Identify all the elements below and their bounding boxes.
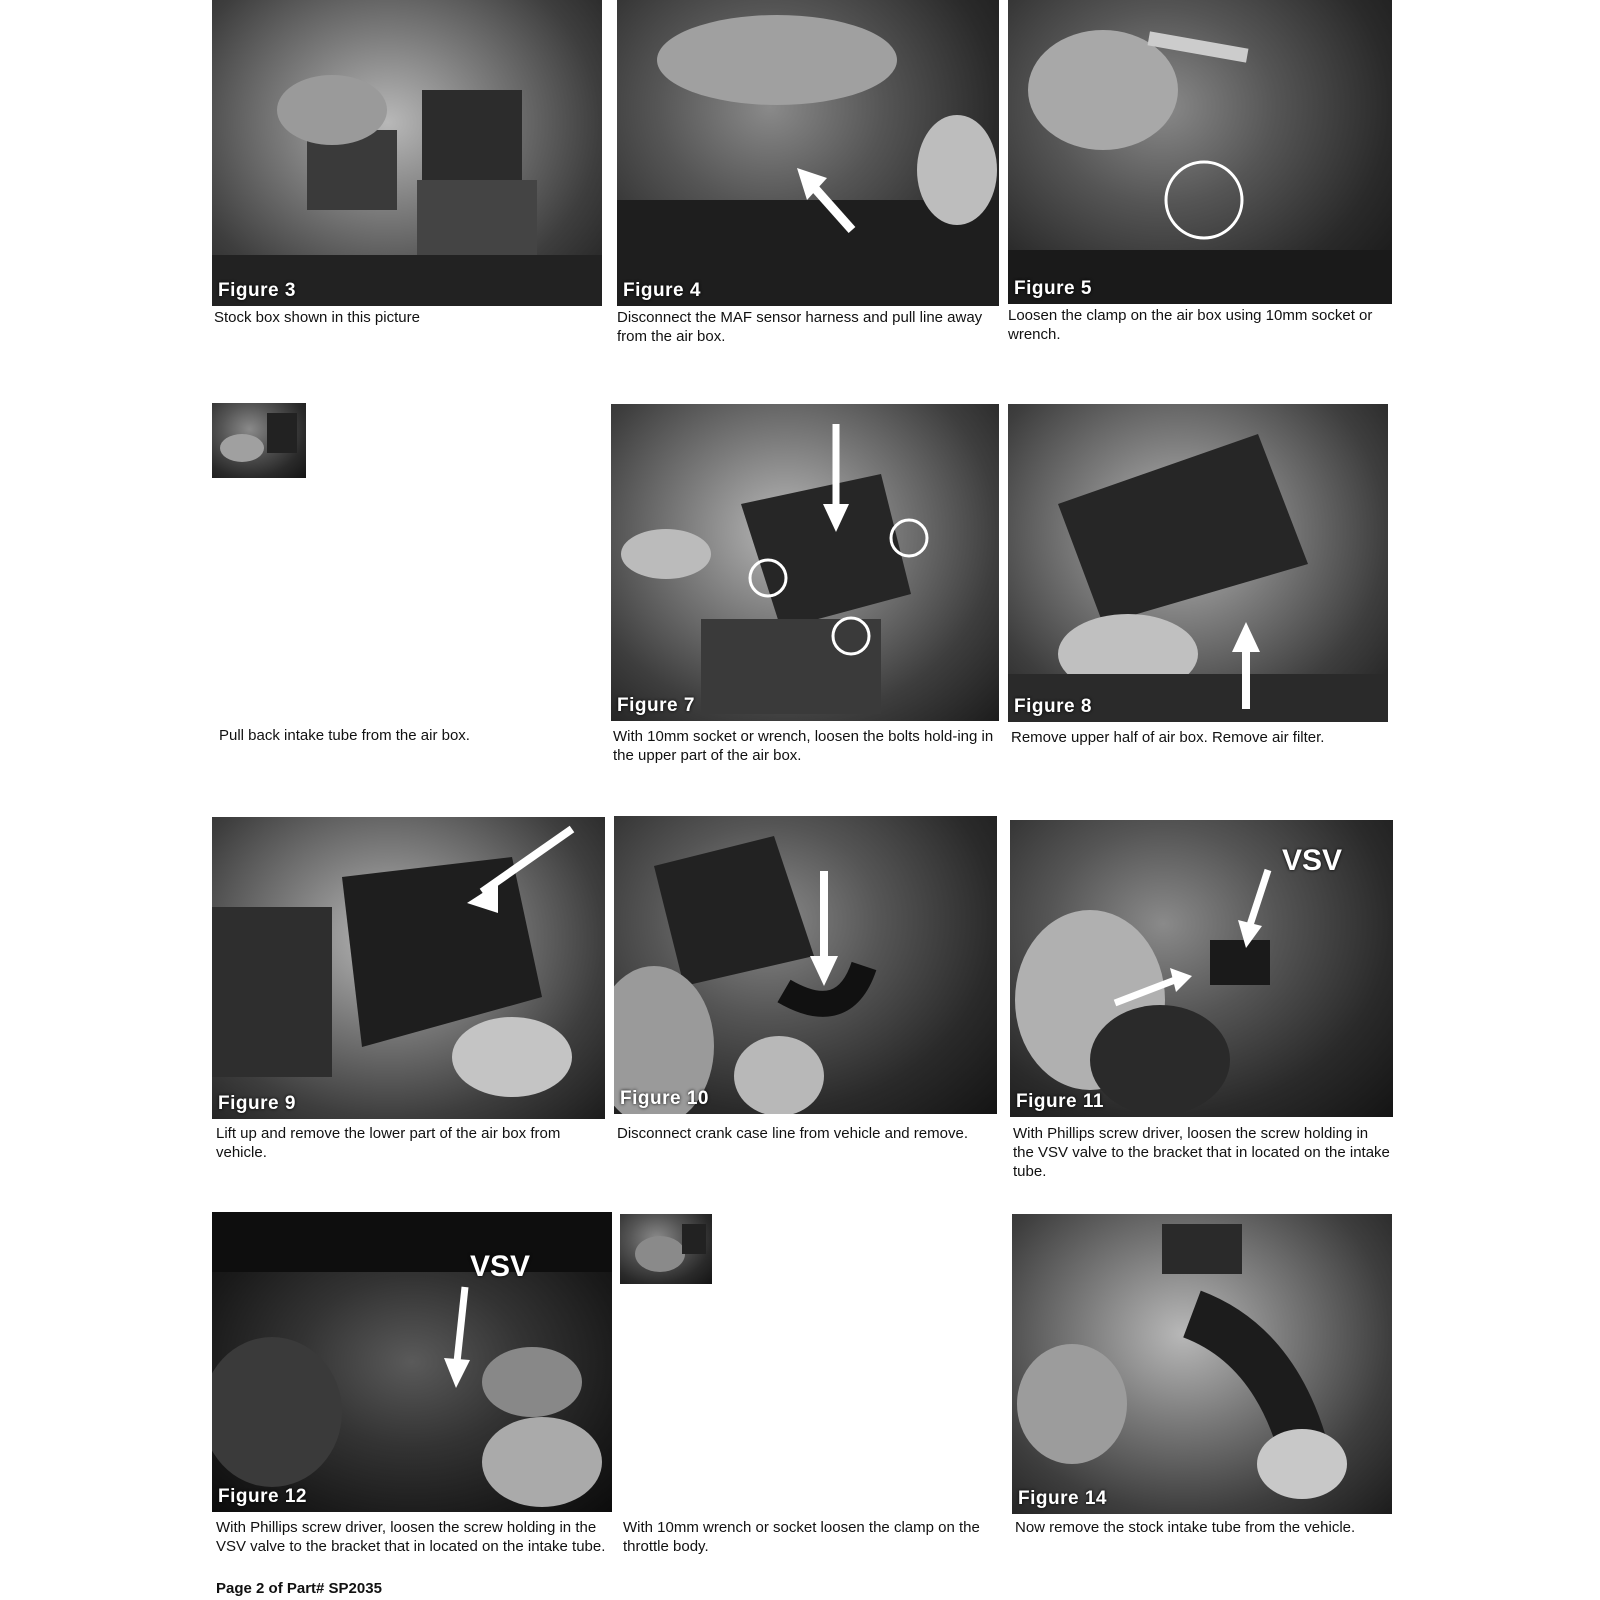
figure-label: Figure 9	[218, 1093, 296, 1114]
figure-8-photo	[1008, 404, 1388, 722]
figure-10-photo	[614, 816, 997, 1114]
figure-3-caption: Stock box shown in this picture	[214, 309, 420, 326]
figure-label: Figure 5	[1014, 278, 1092, 299]
figure-14-caption: Now remove the stock intake tube from the vehicle.	[1015, 1519, 1356, 1536]
figure-12-caption: With Phillips screw driver, loosen the screw holding in the VSV valve to the bracket that in located on the intake tube.	[216, 1519, 606, 1555]
figure-9-photo	[212, 817, 605, 1119]
figure-5-photo	[1008, 0, 1392, 304]
figure-10-caption: Disconnect crank case line from vehicle and remove.	[617, 1125, 968, 1142]
vsv-callout: VSV	[470, 1250, 531, 1283]
vsv-callout: VSV	[1282, 844, 1343, 877]
figure-3-photo	[212, 0, 602, 306]
figure-6-thumbnail	[212, 403, 306, 478]
figure-8-caption: Remove upper half of air box. Remove air filter.	[1011, 729, 1325, 746]
maf-harness-illustration	[617, 0, 999, 306]
crank-case-line-illustration	[614, 816, 997, 1114]
figure-label: Figure 7	[617, 695, 695, 716]
figure-5-caption: Loosen the clamp on the air box using 10mm socket or wrench.	[1008, 307, 1373, 343]
figure-4-caption: Disconnect the MAF sensor harness and pull line away from the air box.	[617, 309, 983, 345]
figure-12-photo	[212, 1212, 612, 1512]
figure-13-thumbnail	[620, 1214, 712, 1284]
airbox-lower-removal-illustration	[212, 817, 605, 1119]
figure-6-caption: Pull back intake tube from the air box.	[219, 727, 470, 744]
figure-label: Figure 14	[1018, 1488, 1107, 1509]
figure-7-caption: With 10mm socket or wrench, loosen the bolts hold-ing in the upper part of the air box.	[613, 728, 994, 764]
clamp-illustration	[1008, 0, 1392, 304]
figure-label: Figure 12	[218, 1486, 307, 1507]
vsv-screw-illustration	[212, 1212, 612, 1512]
figure-label: Figure 3	[218, 280, 296, 301]
figure-label: Figure 11	[1016, 1091, 1104, 1112]
figure-11-photo	[1010, 820, 1393, 1117]
page-footer: Page 2 of Part# SP2035	[216, 1580, 382, 1597]
throttle-clamp-thumbnail-illustration	[620, 1214, 712, 1284]
figure-4-photo	[617, 0, 999, 306]
figure-7-photo	[611, 404, 999, 721]
figure-label: Figure 8	[1014, 696, 1092, 717]
engine-bay-illustration	[212, 0, 602, 306]
figure-label: Figure 4	[623, 280, 701, 301]
intake-tube-thumbnail-illustration	[212, 403, 306, 478]
figure-11-caption: With Phillips screw driver, loosen the screw holding in the VSV valve to the bracket that in located on the intake tube.	[1013, 1125, 1390, 1180]
figure-14-photo	[1012, 1214, 1392, 1514]
figure-9-caption: Lift up and remove the lower part of the air box from vehicle.	[216, 1125, 561, 1161]
airbox-upper-removal-illustration	[1008, 404, 1388, 722]
figure-label: Figure 10	[620, 1088, 709, 1109]
figure-13-caption: With 10mm wrench or socket loosen the clamp on the throttle body.	[623, 1519, 980, 1555]
intake-tube-removal-illustration	[1012, 1214, 1392, 1514]
airbox-bolts-illustration	[611, 404, 999, 721]
